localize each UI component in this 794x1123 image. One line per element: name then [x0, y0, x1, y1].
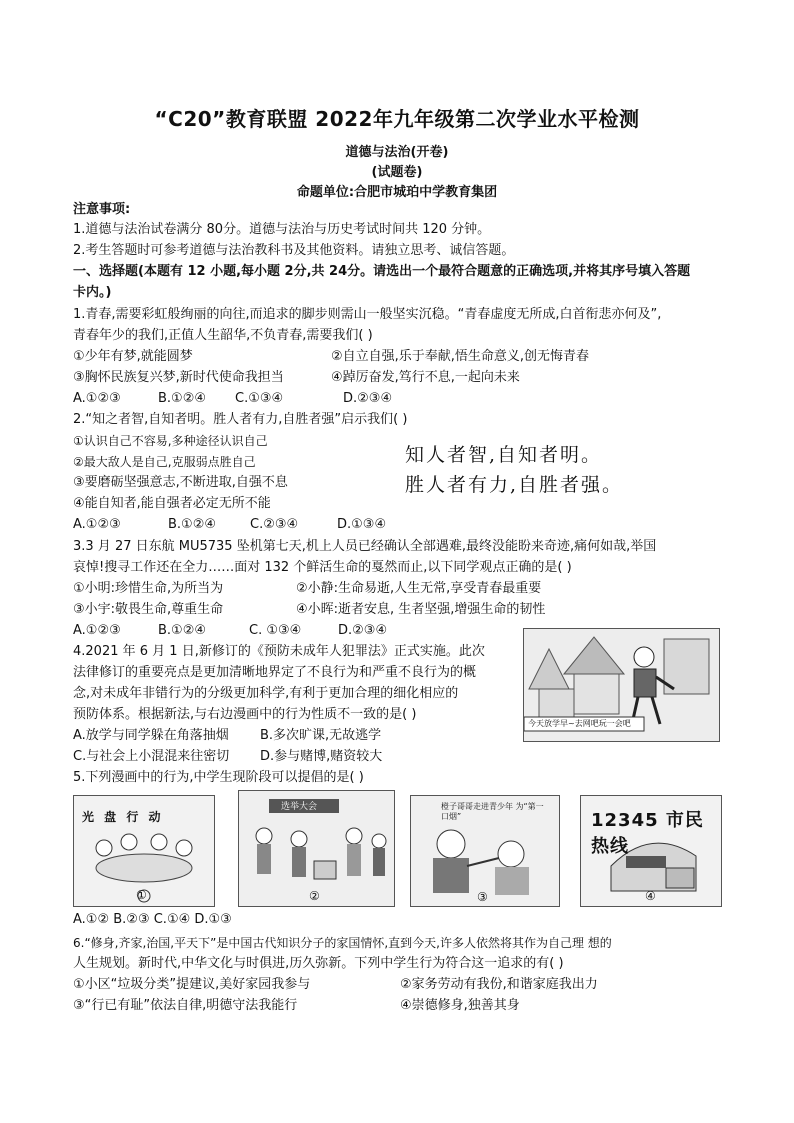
- q4-comic: [523, 628, 720, 742]
- q4-stem-4: 预防体系。根据新法,与右边漫画中的行为性质不一致的是( ): [73, 707, 417, 722]
- q1-choice-a: A.①②③: [73, 391, 121, 406]
- q1-option-1: ①少年有梦,就能圆梦: [73, 349, 193, 364]
- q3-stem-cont: 哀悼!搜寻工作还在全力……面对 132 个鲜活生命的戛然而止,以下同学观点正确的是( ): [73, 560, 572, 575]
- q3-choice-b: B.①②④: [158, 623, 207, 638]
- q4-stem-1: 4.2021 年 6 月 1 日,新修订的《预防未成年人犯罪法》正式实施。此次: [73, 644, 485, 659]
- q3-option-1: ①小明:珍惜生命,为所当为: [73, 581, 224, 596]
- q2-option-3: ③要磨砺坚强意志,不断进取,自强不息: [73, 475, 288, 490]
- q2-choice-b: B.①②④: [168, 517, 217, 532]
- q6-stem-cont: 人生规划。新时代,中华文化与时俱进,历久弥新。下列中学生行为符合这一追求的有( ): [73, 956, 564, 971]
- section-heading: 一、选择题(本题有 12 小题,每小题 2分,共 24分。请选出一个最符合题意的正确选项,并将其序号填入答题: [73, 264, 691, 279]
- q6-stem: 6.“修身,齐家,治国,平天下”是中国古代知识分子的家国情怀,直到今天,许多人依然将其作为自己理 想的: [73, 936, 612, 950]
- q5-comic-2-mark: ②: [309, 889, 320, 903]
- q2-stem: 2.“知之者智,自知者明。胜人者有力,自胜者强”启示我们( ): [73, 412, 408, 427]
- calligraphy-line-2: 胜人者有力,自胜者强。: [405, 474, 624, 496]
- q2-choice-d: D.①③④: [337, 517, 387, 532]
- q2-choice-c: C.②③④: [250, 517, 299, 532]
- q5-comic-2-label: 选举大会: [281, 802, 318, 812]
- q5-comic-3-mark: ③: [477, 890, 488, 904]
- q3-choice-a: A.①②③: [73, 623, 121, 638]
- notice-heading: 注意事项:: [73, 202, 131, 217]
- q5-comic-1-mark: ①: [136, 888, 147, 902]
- q1-choice-c: C.①③④: [235, 391, 284, 406]
- calligraphy-line-1: 知人者智,自知者明。: [405, 444, 603, 466]
- author-unit: 命题单位:合肥市城珀中学教育集团: [296, 185, 498, 200]
- q2-choice-a: A.①②③: [73, 517, 121, 532]
- q5-comic-3: [410, 795, 560, 907]
- q5-comic-1: [73, 795, 215, 907]
- q4-option-a: A.放学与同学躲在角落抽烟: [73, 728, 229, 743]
- notice-item-2: 2.考生答题时可参考道德与法治教科书及其他资料。请独立思考、诚信答题。: [73, 243, 515, 258]
- q1-option-4: ④踔厉奋发,笃行不息,一起向未来: [331, 370, 520, 385]
- q2-option-4: ④能自知者,能自强者必定无所不能: [73, 496, 271, 511]
- q5-comic-4: [580, 795, 722, 907]
- q4-option-c: C.与社会上小混混来往密切: [73, 749, 230, 764]
- q4-stem-2: 法律修订的重要亮点是更加清晰地界定了不良行为和严重不良行为的概: [73, 665, 477, 680]
- notice-item-1: 1.道德与法治试卷满分 80分。道德与法治与历史考试时间共 120 分钟。: [73, 222, 491, 237]
- q5-comic-4-label: 12345 市民热线: [591, 810, 704, 857]
- subject-name: 道德与法治(开卷): [345, 145, 449, 160]
- q3-option-3: ③小宇:敬畏生命,尊重生命: [73, 602, 224, 617]
- q1-stem-cont: 青春年少的我们,正值人生韶华,不负青春,需要我们( ): [73, 328, 373, 343]
- q4-option-d: D.参与赌博,赌资较大: [260, 749, 383, 764]
- q2-option-2: ②最大敌人是自己,克服弱点胜自己: [73, 455, 256, 469]
- q6-option-2: ②家务劳动有我份,和谐家庭我出力: [400, 977, 598, 992]
- section-heading-cont: 卡内。): [73, 285, 112, 300]
- q5-choices: A.①② B.②③ C.①④ D.①③: [73, 912, 232, 927]
- q6-option-1: ①小区“垃圾分类”提建议,美好家园我参与: [73, 977, 311, 992]
- q6-option-4: ④崇德修身,独善其身: [400, 998, 520, 1013]
- q5-comic-4-mark: ④: [645, 889, 656, 903]
- q2-option-1: ①认识自己不容易,多种途径认识自己: [73, 434, 268, 448]
- q1-stem: 1.青春,需要彩虹般绚丽的向往,而追求的脚步则需山一般坚实沉稳。“青春虚度无所成,白首衔悲亦何及”,: [73, 307, 662, 322]
- q4-comic-caption: 今天放学早~去网吧玩一会吧: [528, 719, 631, 728]
- q3-option-2: ②小静:生命易逝,人生无常,享受青春最重要: [296, 581, 542, 596]
- q3-choice-d: D.②③④: [338, 623, 388, 638]
- q6-option-3: ③“行已有耻”依法自律,明德守法我能行: [73, 998, 298, 1013]
- exam-title: “C20”教育联盟 2022年九年级第二次学业水平检测: [154, 107, 640, 131]
- q1-option-2: ②自立自强,乐于奉献,悟生命意义,创无悔青春: [331, 349, 590, 364]
- q4-stem-3: 念,对未成年非错行为的分级更加科学,有利于更加合理的细化相应的: [73, 686, 459, 701]
- q5-stem: 5.下列漫画中的行为,中学生现阶段可以提倡的是( ): [73, 770, 364, 785]
- q1-option-3: ③胸怀民族复兴梦,新时代使命我担当: [73, 370, 284, 385]
- q1-choice-d: D.②③④: [343, 391, 393, 406]
- q4-option-b: B.多次旷课,无故逃学: [260, 728, 382, 743]
- q3-stem: 3.3 月 27 日东航 MU5735 坠机第七天,机上人员已经确认全部遇难,最终没能盼来奇迹,痛何如哉,举国: [73, 539, 657, 554]
- q5-comic-3-label: 橙子哥哥走进青少年 为“第一口烟”: [441, 802, 544, 821]
- q1-choice-b: B.①②④: [158, 391, 207, 406]
- q3-option-4: ④小晖:逝者安息, 生者坚强,增强生命的韧性: [296, 602, 546, 617]
- q3-choice-c: C. ①③④: [249, 623, 302, 638]
- q5-comic-1-label: 光 盘 行 动: [82, 810, 164, 824]
- paper-type: (试题卷): [371, 165, 423, 180]
- q5-comic-2: [238, 790, 395, 907]
